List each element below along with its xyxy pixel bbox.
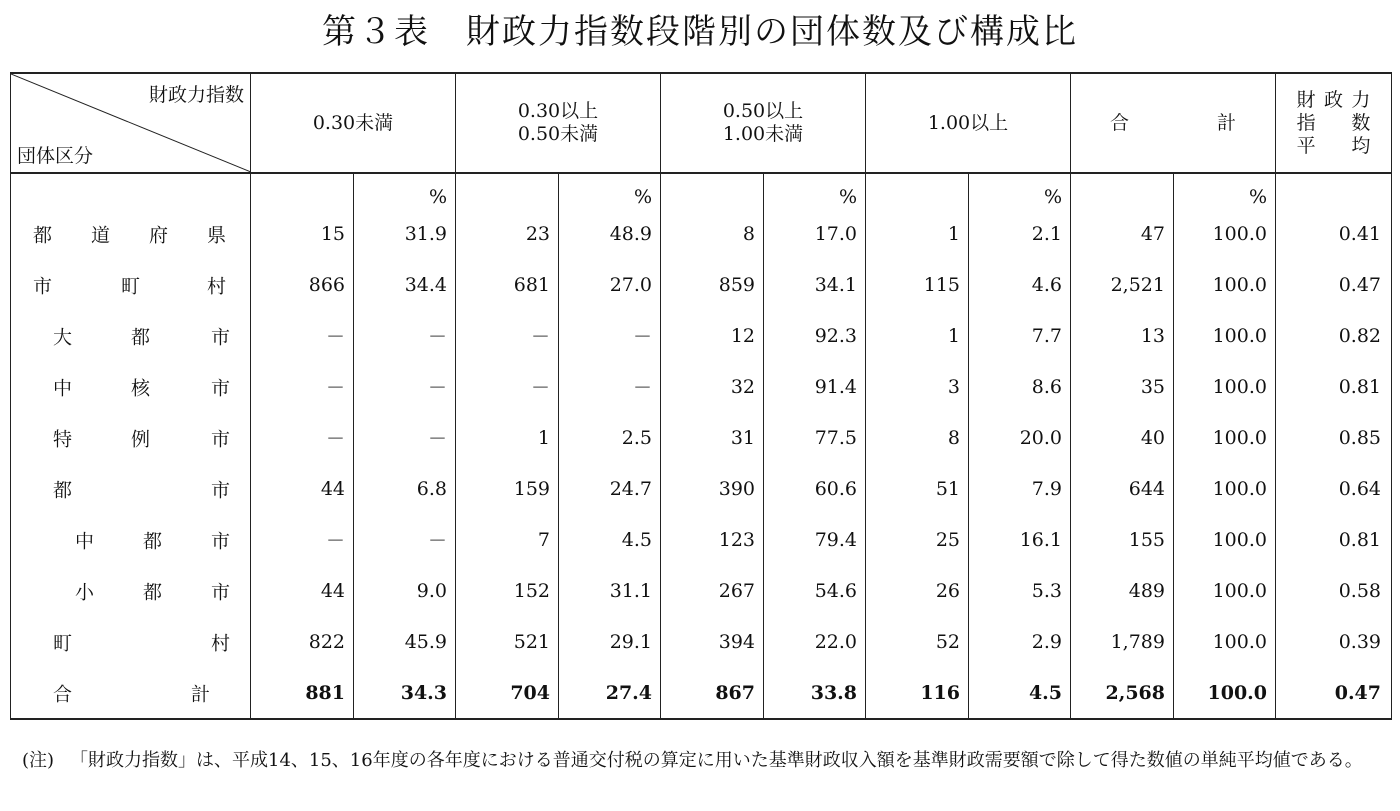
row-label-char: 村 — [207, 275, 227, 297]
table-cell: 866 — [251, 259, 354, 310]
table-row — [11, 463, 1392, 514]
row-label-char: 都 — [53, 479, 73, 501]
table-cell: 123 — [661, 514, 764, 565]
row-label-char: 合 — [53, 683, 73, 705]
row-label-char: 市 — [211, 581, 231, 603]
table-cell: 5.3 — [969, 565, 1071, 616]
corner-header-top: 財政力指数 — [148, 84, 244, 106]
table-cell: 29.1 — [559, 616, 661, 667]
table-cell: 881 — [251, 667, 354, 719]
table-cell: － — [354, 514, 456, 565]
row-label-char: 町 — [53, 632, 73, 654]
table-cell: 1 — [866, 208, 969, 259]
table-cell: 77.5 — [764, 412, 866, 463]
table-cell: 100.0 — [1174, 463, 1276, 514]
table-cell: 34.3 — [354, 667, 456, 719]
header-row — [11, 73, 1392, 173]
table-cell: 25 — [866, 514, 969, 565]
table-cell: 34.4 — [354, 259, 456, 310]
table-cell: 33.8 — [764, 667, 866, 719]
table-title: 第３表 財政力指数段階別の団体数及び構成比 — [322, 12, 1078, 52]
table-cell: 0.41 — [1276, 208, 1392, 259]
table-cell: 12 — [661, 310, 764, 361]
table-cell: 7 — [456, 514, 559, 565]
table-row — [11, 616, 1392, 667]
table-cell: 23 — [456, 208, 559, 259]
table-cell: 4.5 — [559, 514, 661, 565]
table-cell: 0.81 — [1276, 514, 1392, 565]
table-cell: 100.0 — [1174, 310, 1276, 361]
table-row — [11, 259, 1392, 310]
table-cell: 32 — [661, 361, 764, 412]
table-cell: 52 — [866, 616, 969, 667]
table-cell: 2,521 — [1071, 259, 1174, 310]
corner-header-bottom: 団体区分 — [17, 145, 94, 167]
row-label-char: 中 — [75, 530, 95, 552]
table-cell: 2,568 — [1071, 667, 1174, 719]
table-cell: 2.9 — [969, 616, 1071, 667]
table-cell: 155 — [1071, 514, 1174, 565]
table-cell: 60.6 — [764, 463, 866, 514]
table-cell: 27.4 — [559, 667, 661, 719]
row-label-char: 都 — [143, 530, 163, 552]
table-cell: 31 — [661, 412, 764, 463]
row-label-char: 村 — [211, 632, 231, 654]
table-cell: 1 — [866, 310, 969, 361]
table-cell: 100.0 — [1174, 565, 1276, 616]
table-row — [11, 310, 1392, 361]
table-cell: 159 — [456, 463, 559, 514]
table-cell: 8 — [866, 412, 969, 463]
table-row — [11, 412, 1392, 463]
table-cell: 100.0 — [1174, 412, 1276, 463]
table-cell: 92.3 — [764, 310, 866, 361]
row-label-char: 市 — [33, 275, 53, 297]
table-cell: 4.5 — [969, 667, 1071, 719]
header-total: 合 計 — [1071, 73, 1276, 173]
table-cell: 24.7 — [559, 463, 661, 514]
table-cell: － — [354, 412, 456, 463]
percent-unit-row — [11, 173, 1392, 208]
table-cell: 8.6 — [969, 361, 1071, 412]
table-cell: － — [251, 310, 354, 361]
table-cell: － — [456, 310, 559, 361]
row-label — [11, 208, 251, 259]
table-cell: － — [354, 310, 456, 361]
row-label-char: 都 — [131, 326, 151, 348]
table-cell: 3 — [866, 361, 969, 412]
table-cell: 0.47 — [1276, 667, 1392, 719]
row-label — [11, 310, 251, 361]
table-body — [11, 208, 1392, 719]
row-label — [11, 361, 251, 412]
table-cell: 26 — [866, 565, 969, 616]
table-cell: 0.47 — [1276, 259, 1392, 310]
table-cell: 394 — [661, 616, 764, 667]
table-cell: 100.0 — [1174, 667, 1276, 719]
footnote-text: 「財政力指数」は、平成14、15、16年度の各年度における普通交付税の算定に用いた基準財政収入額を基準財政需要額で除して得た数値の単純平均値である。 — [70, 750, 1363, 771]
table-cell: 22.0 — [764, 616, 866, 667]
header-range-2: 0.30以上 0.50未満 — [456, 73, 661, 173]
table-cell: 47 — [1071, 208, 1174, 259]
row-label-char: 市 — [211, 326, 231, 348]
table-cell: 2.5 — [559, 412, 661, 463]
table-cell: 91.4 — [764, 361, 866, 412]
row-label-char: 市 — [211, 479, 231, 501]
table-cell: 644 — [1071, 463, 1174, 514]
row-label-char: 府 — [149, 224, 169, 246]
table-cell: 0.64 — [1276, 463, 1392, 514]
table-cell: 1,789 — [1071, 616, 1174, 667]
table-cell: － — [251, 361, 354, 412]
table-cell: 0.82 — [1276, 310, 1392, 361]
table-cell: 100.0 — [1174, 514, 1276, 565]
table-cell: 681 — [456, 259, 559, 310]
table-cell: 867 — [661, 667, 764, 719]
row-label — [11, 514, 251, 565]
row-label-char: 都 — [33, 224, 53, 246]
row-label-char: 特 — [53, 428, 73, 450]
table-cell: 4.6 — [969, 259, 1071, 310]
table-cell: 31.9 — [354, 208, 456, 259]
table-cell: 8 — [661, 208, 764, 259]
table-cell: 27.0 — [559, 259, 661, 310]
header-range-4: 1.00以上 — [866, 73, 1071, 173]
table-cell: 7.7 — [969, 310, 1071, 361]
row-label — [11, 667, 251, 719]
header-range-3: 0.50以上 1.00未満 — [661, 73, 866, 173]
table-cell: 0.58 — [1276, 565, 1392, 616]
table-cell: 15 — [251, 208, 354, 259]
table-cell: 44 — [251, 565, 354, 616]
table-cell: 16.1 — [969, 514, 1071, 565]
row-label-char: 大 — [53, 326, 73, 348]
table-cell: 40 — [1071, 412, 1174, 463]
row-label-char: 核 — [131, 377, 151, 399]
row-label — [11, 259, 251, 310]
table-row — [11, 208, 1392, 259]
percent-mark: % — [764, 173, 866, 208]
table-cell: 6.8 — [354, 463, 456, 514]
table-cell: 54.6 — [764, 565, 866, 616]
footnote-mark: (注) — [22, 750, 55, 771]
table-cell: 45.9 — [354, 616, 456, 667]
table-cell: 35 — [1071, 361, 1174, 412]
table-cell: 390 — [661, 463, 764, 514]
table-cell: 44 — [251, 463, 354, 514]
percent-mark: % — [354, 173, 456, 208]
table-cell: － — [559, 310, 661, 361]
row-label-char: 町 — [121, 275, 141, 297]
table-cell: 7.9 — [969, 463, 1071, 514]
financial-index-table — [10, 72, 1392, 720]
table-cell: － — [559, 361, 661, 412]
row-label — [11, 412, 251, 463]
table-cell: 100.0 — [1174, 361, 1276, 412]
table-row — [11, 667, 1392, 719]
row-label — [11, 463, 251, 514]
table-row — [11, 514, 1392, 565]
table-cell: 1 — [456, 412, 559, 463]
row-label-char: 計 — [191, 683, 211, 705]
row-label-char: 都 — [143, 581, 163, 603]
table-cell: 489 — [1071, 565, 1174, 616]
footnote — [22, 746, 1382, 775]
table-cell: 100.0 — [1174, 208, 1276, 259]
table-cell: － — [251, 514, 354, 565]
percent-mark: % — [969, 173, 1071, 208]
table-cell: 521 — [456, 616, 559, 667]
percent-mark: % — [1174, 173, 1276, 208]
table-cell: 51 — [866, 463, 969, 514]
table-cell: － — [251, 412, 354, 463]
row-label — [11, 565, 251, 616]
table-cell: 31.1 — [559, 565, 661, 616]
row-label-char: 県 — [207, 224, 227, 246]
row-label-char: 市 — [211, 428, 231, 450]
table-cell: 100.0 — [1174, 616, 1276, 667]
row-label-char: 道 — [91, 224, 111, 246]
table-cell: 822 — [251, 616, 354, 667]
row-label — [11, 616, 251, 667]
table-cell: 48.9 — [559, 208, 661, 259]
corner-header-cell — [11, 73, 251, 173]
row-label-char: 市 — [211, 530, 231, 552]
table-cell: 152 — [456, 565, 559, 616]
table-cell: 859 — [661, 259, 764, 310]
table-cell: 100.0 — [1174, 259, 1276, 310]
table-cell: 116 — [866, 667, 969, 719]
header-average: 財 政 力 指 数 平 均 — [1276, 73, 1392, 173]
table-cell: 267 — [661, 565, 764, 616]
row-label-char: 市 — [211, 377, 231, 399]
table-cell: 704 — [456, 667, 559, 719]
table-row — [11, 565, 1392, 616]
percent-mark: % — [559, 173, 661, 208]
table-cell: 34.1 — [764, 259, 866, 310]
table-cell: 17.0 — [764, 208, 866, 259]
table-cell: 79.4 — [764, 514, 866, 565]
table-cell: 0.85 — [1276, 412, 1392, 463]
table-cell: 115 — [866, 259, 969, 310]
table-cell: 0.81 — [1276, 361, 1392, 412]
table-cell: － — [456, 361, 559, 412]
row-label-char: 小 — [75, 581, 95, 603]
table-cell: 9.0 — [354, 565, 456, 616]
header-range-1: 0.30未満 — [251, 73, 456, 173]
row-label-char: 中 — [53, 377, 73, 399]
table-cell: － — [354, 361, 456, 412]
table-cell: 2.1 — [969, 208, 1071, 259]
table-cell: 0.39 — [1276, 616, 1392, 667]
row-label-char: 例 — [131, 428, 151, 450]
table-row — [11, 361, 1392, 412]
table-cell: 20.0 — [969, 412, 1071, 463]
table-cell: 13 — [1071, 310, 1174, 361]
